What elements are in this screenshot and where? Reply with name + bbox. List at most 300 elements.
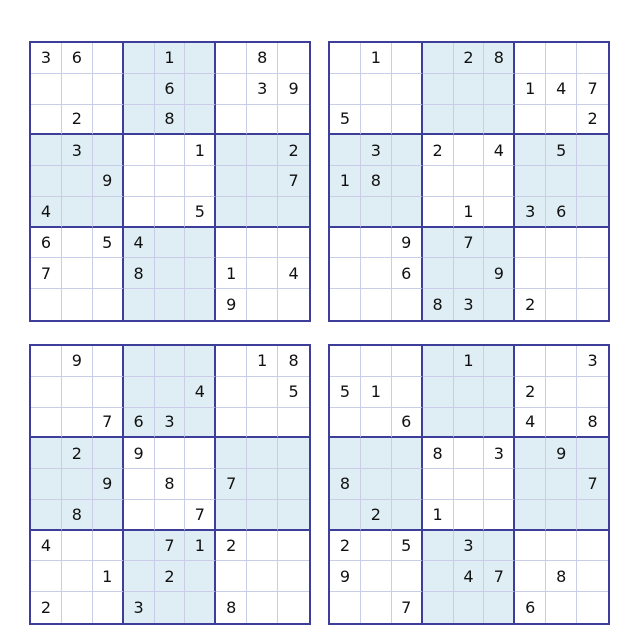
empty-cell[interactable] <box>155 377 186 408</box>
empty-cell[interactable] <box>124 500 155 531</box>
empty-cell[interactable] <box>278 531 309 562</box>
empty-cell[interactable] <box>330 592 361 623</box>
empty-cell[interactable] <box>62 258 93 289</box>
empty-cell[interactable] <box>124 74 155 105</box>
empty-cell[interactable] <box>247 289 278 320</box>
empty-cell[interactable] <box>330 135 361 166</box>
empty-cell[interactable] <box>216 408 247 439</box>
empty-cell[interactable] <box>124 377 155 408</box>
given-digit-cell: 7 <box>392 592 423 623</box>
empty-cell[interactable] <box>484 228 515 259</box>
empty-cell[interactable] <box>185 289 216 320</box>
given-digit-cell: 5 <box>546 135 577 166</box>
empty-cell[interactable] <box>484 346 515 377</box>
empty-cell[interactable] <box>515 531 546 562</box>
empty-cell[interactable] <box>423 43 454 74</box>
empty-cell[interactable] <box>361 346 392 377</box>
given-digit-cell: 8 <box>155 469 186 500</box>
empty-cell[interactable] <box>330 74 361 105</box>
given-digit-cell: 3 <box>454 289 485 320</box>
empty-cell[interactable] <box>247 531 278 562</box>
empty-cell[interactable] <box>577 166 608 197</box>
sudoku-puzzle-top-right <box>328 41 610 322</box>
empty-cell[interactable] <box>392 438 423 469</box>
empty-cell[interactable] <box>247 561 278 592</box>
given-digit-cell: 8 <box>216 592 247 623</box>
given-digit-cell: 2 <box>330 531 361 562</box>
empty-cell[interactable] <box>216 561 247 592</box>
given-digit-cell: 1 <box>185 135 216 166</box>
empty-cell[interactable] <box>216 74 247 105</box>
given-digit-cell: 9 <box>330 561 361 592</box>
given-digit-cell: 6 <box>62 43 93 74</box>
empty-cell[interactable] <box>361 258 392 289</box>
empty-cell[interactable] <box>155 500 186 531</box>
empty-cell[interactable] <box>361 289 392 320</box>
given-digit-cell: 7 <box>577 469 608 500</box>
empty-cell[interactable] <box>577 377 608 408</box>
empty-cell[interactable] <box>93 105 124 136</box>
empty-cell[interactable] <box>546 105 577 136</box>
given-digit-cell: 8 <box>124 258 155 289</box>
given-digit-cell: 9 <box>216 289 247 320</box>
empty-cell[interactable] <box>155 346 186 377</box>
empty-cell[interactable] <box>423 228 454 259</box>
empty-cell[interactable] <box>155 166 186 197</box>
empty-cell[interactable] <box>546 408 577 439</box>
given-digit-cell: 4 <box>185 377 216 408</box>
empty-cell[interactable] <box>31 377 62 408</box>
empty-cell[interactable] <box>577 228 608 259</box>
empty-cell[interactable] <box>278 228 309 259</box>
empty-cell[interactable] <box>31 469 62 500</box>
given-digit-cell: 1 <box>93 561 124 592</box>
empty-cell[interactable] <box>423 258 454 289</box>
empty-cell[interactable] <box>155 135 186 166</box>
empty-cell[interactable] <box>62 197 93 228</box>
given-digit-cell: 7 <box>216 469 247 500</box>
empty-cell[interactable] <box>515 258 546 289</box>
empty-cell[interactable] <box>546 531 577 562</box>
empty-cell[interactable] <box>330 408 361 439</box>
empty-cell[interactable] <box>515 346 546 377</box>
given-digit-cell: 1 <box>155 43 186 74</box>
empty-cell[interactable] <box>62 531 93 562</box>
empty-cell[interactable] <box>484 531 515 562</box>
empty-cell[interactable] <box>361 105 392 136</box>
empty-cell[interactable] <box>185 346 216 377</box>
given-digit-cell: 8 <box>155 105 186 136</box>
empty-cell[interactable] <box>247 592 278 623</box>
empty-cell[interactable] <box>124 135 155 166</box>
empty-cell[interactable] <box>454 438 485 469</box>
empty-cell[interactable] <box>93 531 124 562</box>
empty-cell[interactable] <box>155 258 186 289</box>
empty-cell[interactable] <box>515 469 546 500</box>
empty-cell[interactable] <box>330 43 361 74</box>
empty-cell[interactable] <box>546 377 577 408</box>
given-digit-cell: 6 <box>124 408 155 439</box>
given-digit-cell: 7 <box>185 500 216 531</box>
empty-cell[interactable] <box>484 105 515 136</box>
empty-cell[interactable] <box>155 197 186 228</box>
empty-cell[interactable] <box>247 105 278 136</box>
empty-cell[interactable] <box>93 592 124 623</box>
empty-cell[interactable] <box>330 258 361 289</box>
empty-cell[interactable] <box>330 197 361 228</box>
empty-cell[interactable] <box>31 135 62 166</box>
given-digit-cell: 2 <box>515 289 546 320</box>
empty-cell[interactable] <box>423 105 454 136</box>
empty-cell[interactable] <box>484 592 515 623</box>
empty-cell[interactable] <box>577 592 608 623</box>
empty-cell[interactable] <box>216 228 247 259</box>
given-digit-cell: 7 <box>155 531 186 562</box>
given-digit-cell: 8 <box>62 500 93 531</box>
empty-cell[interactable] <box>155 592 186 623</box>
empty-cell[interactable] <box>247 228 278 259</box>
empty-cell[interactable] <box>361 197 392 228</box>
given-digit-cell: 2 <box>278 135 309 166</box>
empty-cell[interactable] <box>361 531 392 562</box>
given-digit-cell: 3 <box>361 135 392 166</box>
empty-cell[interactable] <box>392 377 423 408</box>
empty-cell[interactable] <box>484 377 515 408</box>
given-digit-cell: 1 <box>361 377 392 408</box>
empty-cell[interactable] <box>454 500 485 531</box>
empty-cell[interactable] <box>31 500 62 531</box>
empty-cell[interactable] <box>392 166 423 197</box>
empty-cell[interactable] <box>392 135 423 166</box>
empty-cell[interactable] <box>216 166 247 197</box>
empty-cell[interactable] <box>62 166 93 197</box>
empty-cell[interactable] <box>454 105 485 136</box>
given-digit-cell: 3 <box>247 74 278 105</box>
given-digit-cell: 8 <box>423 438 454 469</box>
empty-cell[interactable] <box>330 228 361 259</box>
empty-cell[interactable] <box>330 289 361 320</box>
empty-cell[interactable] <box>247 469 278 500</box>
given-digit-cell: 9 <box>124 438 155 469</box>
empty-cell[interactable] <box>361 469 392 500</box>
empty-cell[interactable] <box>278 289 309 320</box>
empty-cell[interactable] <box>155 438 186 469</box>
empty-cell[interactable] <box>278 197 309 228</box>
empty-cell[interactable] <box>216 500 247 531</box>
empty-cell[interactable] <box>216 438 247 469</box>
empty-cell[interactable] <box>454 258 485 289</box>
empty-cell[interactable] <box>31 561 62 592</box>
empty-cell[interactable] <box>278 500 309 531</box>
empty-cell[interactable] <box>515 135 546 166</box>
empty-cell[interactable] <box>62 469 93 500</box>
empty-cell[interactable] <box>423 592 454 623</box>
given-digit-cell: 4 <box>515 408 546 439</box>
empty-cell[interactable] <box>577 438 608 469</box>
given-digit-cell: 4 <box>31 197 62 228</box>
empty-cell[interactable] <box>577 43 608 74</box>
empty-cell[interactable] <box>454 74 485 105</box>
empty-cell[interactable] <box>515 43 546 74</box>
empty-cell[interactable] <box>93 197 124 228</box>
empty-cell[interactable] <box>546 258 577 289</box>
given-digit-cell: 7 <box>93 408 124 439</box>
empty-cell[interactable] <box>392 346 423 377</box>
empty-cell[interactable] <box>454 135 485 166</box>
empty-cell[interactable] <box>392 74 423 105</box>
given-digit-cell: 7 <box>577 74 608 105</box>
empty-cell[interactable] <box>423 531 454 562</box>
empty-cell[interactable] <box>423 408 454 439</box>
empty-cell[interactable] <box>484 408 515 439</box>
empty-cell[interactable] <box>423 166 454 197</box>
empty-cell[interactable] <box>247 438 278 469</box>
given-digit-cell: 5 <box>278 377 309 408</box>
empty-cell[interactable] <box>546 166 577 197</box>
empty-cell[interactable] <box>216 346 247 377</box>
empty-cell[interactable] <box>392 500 423 531</box>
empty-cell[interactable] <box>31 74 62 105</box>
empty-cell[interactable] <box>484 500 515 531</box>
empty-cell[interactable] <box>93 258 124 289</box>
given-digit-cell: 1 <box>185 531 216 562</box>
given-digit-cell: 4 <box>124 228 155 259</box>
empty-cell[interactable] <box>454 408 485 439</box>
empty-cell[interactable] <box>31 105 62 136</box>
empty-cell[interactable] <box>31 289 62 320</box>
empty-cell[interactable] <box>454 166 485 197</box>
given-digit-cell: 8 <box>423 289 454 320</box>
given-digit-cell: 2 <box>62 438 93 469</box>
empty-cell[interactable] <box>185 105 216 136</box>
empty-cell[interactable] <box>423 74 454 105</box>
empty-cell[interactable] <box>330 438 361 469</box>
empty-cell[interactable] <box>392 43 423 74</box>
given-digit-cell: 3 <box>124 592 155 623</box>
empty-cell[interactable] <box>278 438 309 469</box>
given-digit-cell: 2 <box>515 377 546 408</box>
empty-cell[interactable] <box>546 346 577 377</box>
empty-cell[interactable] <box>247 166 278 197</box>
empty-cell[interactable] <box>577 531 608 562</box>
empty-cell[interactable] <box>62 377 93 408</box>
empty-cell[interactable] <box>124 561 155 592</box>
given-digit-cell: 8 <box>484 43 515 74</box>
empty-cell[interactable] <box>546 469 577 500</box>
empty-cell[interactable] <box>93 346 124 377</box>
empty-cell[interactable] <box>546 500 577 531</box>
empty-cell[interactable] <box>31 438 62 469</box>
empty-cell[interactable] <box>577 289 608 320</box>
empty-cell[interactable] <box>62 228 93 259</box>
given-digit-cell: 2 <box>423 135 454 166</box>
empty-cell[interactable] <box>185 592 216 623</box>
empty-cell[interactable] <box>515 561 546 592</box>
empty-cell[interactable] <box>361 561 392 592</box>
given-digit-cell: 3 <box>484 438 515 469</box>
empty-cell[interactable] <box>454 377 485 408</box>
empty-cell[interactable] <box>392 289 423 320</box>
given-digit-cell: 4 <box>484 135 515 166</box>
empty-cell[interactable] <box>330 500 361 531</box>
given-digit-cell: 9 <box>93 166 124 197</box>
given-digit-cell: 4 <box>278 258 309 289</box>
empty-cell[interactable] <box>361 74 392 105</box>
empty-cell[interactable] <box>62 561 93 592</box>
empty-cell[interactable] <box>93 135 124 166</box>
empty-cell[interactable] <box>577 500 608 531</box>
empty-cell[interactable] <box>484 197 515 228</box>
empty-cell[interactable] <box>93 438 124 469</box>
empty-cell[interactable] <box>124 531 155 562</box>
given-digit-cell: 3 <box>577 346 608 377</box>
given-digit-cell: 2 <box>577 105 608 136</box>
empty-cell[interactable] <box>392 469 423 500</box>
empty-cell[interactable] <box>247 500 278 531</box>
empty-cell[interactable] <box>93 74 124 105</box>
given-digit-cell: 4 <box>31 531 62 562</box>
empty-cell[interactable] <box>93 289 124 320</box>
empty-cell[interactable] <box>392 197 423 228</box>
given-digit-cell: 9 <box>93 469 124 500</box>
given-digit-cell: 6 <box>515 592 546 623</box>
empty-cell[interactable] <box>124 346 155 377</box>
given-digit-cell: 6 <box>546 197 577 228</box>
given-digit-cell: 4 <box>454 561 485 592</box>
given-digit-cell: 2 <box>216 531 247 562</box>
empty-cell[interactable] <box>185 438 216 469</box>
given-digit-cell: 9 <box>62 346 93 377</box>
empty-cell[interactable] <box>423 561 454 592</box>
empty-cell[interactable] <box>278 592 309 623</box>
empty-cell[interactable] <box>423 469 454 500</box>
empty-cell[interactable] <box>484 469 515 500</box>
empty-cell[interactable] <box>546 43 577 74</box>
empty-cell[interactable] <box>392 561 423 592</box>
empty-cell[interactable] <box>546 289 577 320</box>
empty-cell[interactable] <box>124 43 155 74</box>
given-digit-cell: 1 <box>216 258 247 289</box>
empty-cell[interactable] <box>185 228 216 259</box>
empty-cell[interactable] <box>515 500 546 531</box>
empty-cell[interactable] <box>216 135 247 166</box>
empty-cell[interactable] <box>31 346 62 377</box>
empty-cell[interactable] <box>278 105 309 136</box>
empty-cell[interactable] <box>62 74 93 105</box>
empty-cell[interactable] <box>577 197 608 228</box>
empty-cell[interactable] <box>330 346 361 377</box>
empty-cell[interactable] <box>185 166 216 197</box>
empty-cell[interactable] <box>124 166 155 197</box>
empty-cell[interactable] <box>124 197 155 228</box>
empty-cell[interactable] <box>278 43 309 74</box>
empty-cell[interactable] <box>216 197 247 228</box>
empty-cell[interactable] <box>247 258 278 289</box>
empty-cell[interactable] <box>31 166 62 197</box>
empty-cell[interactable] <box>361 438 392 469</box>
given-digit-cell: 1 <box>454 346 485 377</box>
empty-cell[interactable] <box>546 592 577 623</box>
given-digit-cell: 5 <box>330 377 361 408</box>
empty-cell[interactable] <box>423 346 454 377</box>
empty-cell[interactable] <box>423 197 454 228</box>
empty-cell[interactable] <box>247 135 278 166</box>
given-digit-cell: 2 <box>155 561 186 592</box>
empty-cell[interactable] <box>361 592 392 623</box>
empty-cell[interactable] <box>577 258 608 289</box>
given-digit-cell: 4 <box>546 74 577 105</box>
empty-cell[interactable] <box>247 377 278 408</box>
empty-cell[interactable] <box>423 377 454 408</box>
given-digit-cell: 5 <box>392 531 423 562</box>
empty-cell[interactable] <box>124 105 155 136</box>
empty-cell[interactable] <box>454 592 485 623</box>
empty-cell[interactable] <box>93 500 124 531</box>
empty-cell[interactable] <box>124 469 155 500</box>
given-digit-cell: 3 <box>31 43 62 74</box>
empty-cell[interactable] <box>185 258 216 289</box>
given-digit-cell: 2 <box>361 500 392 531</box>
empty-cell[interactable] <box>361 408 392 439</box>
empty-cell[interactable] <box>278 408 309 439</box>
empty-cell[interactable] <box>93 43 124 74</box>
empty-cell[interactable] <box>185 408 216 439</box>
empty-cell[interactable] <box>247 197 278 228</box>
empty-cell[interactable] <box>546 228 577 259</box>
empty-cell[interactable] <box>515 166 546 197</box>
given-digit-cell: 7 <box>31 258 62 289</box>
empty-cell[interactable] <box>216 377 247 408</box>
empty-cell[interactable] <box>515 438 546 469</box>
empty-cell[interactable] <box>124 289 155 320</box>
empty-cell[interactable] <box>31 408 62 439</box>
empty-cell[interactable] <box>577 135 608 166</box>
empty-cell[interactable] <box>62 408 93 439</box>
given-digit-cell: 8 <box>361 166 392 197</box>
empty-cell[interactable] <box>484 166 515 197</box>
empty-cell[interactable] <box>278 561 309 592</box>
given-digit-cell: 2 <box>454 43 485 74</box>
empty-cell[interactable] <box>185 43 216 74</box>
empty-cell[interactable] <box>155 289 186 320</box>
empty-cell[interactable] <box>62 289 93 320</box>
empty-cell[interactable] <box>62 592 93 623</box>
empty-cell[interactable] <box>484 74 515 105</box>
empty-cell[interactable] <box>515 228 546 259</box>
empty-cell[interactable] <box>155 228 186 259</box>
given-digit-cell: 9 <box>484 258 515 289</box>
given-digit-cell: 8 <box>546 561 577 592</box>
empty-cell[interactable] <box>278 469 309 500</box>
empty-cell[interactable] <box>247 408 278 439</box>
given-digit-cell: 6 <box>392 258 423 289</box>
empty-cell[interactable] <box>361 228 392 259</box>
empty-cell[interactable] <box>216 43 247 74</box>
empty-cell[interactable] <box>216 105 247 136</box>
given-digit-cell: 3 <box>454 531 485 562</box>
empty-cell[interactable] <box>93 377 124 408</box>
empty-cell[interactable] <box>185 74 216 105</box>
empty-cell[interactable] <box>515 105 546 136</box>
empty-cell[interactable] <box>454 469 485 500</box>
given-digit-cell: 1 <box>515 74 546 105</box>
empty-cell[interactable] <box>392 105 423 136</box>
given-digit-cell: 5 <box>93 228 124 259</box>
empty-cell[interactable] <box>185 469 216 500</box>
empty-cell[interactable] <box>185 561 216 592</box>
empty-cell[interactable] <box>577 561 608 592</box>
empty-cell[interactable] <box>484 289 515 320</box>
